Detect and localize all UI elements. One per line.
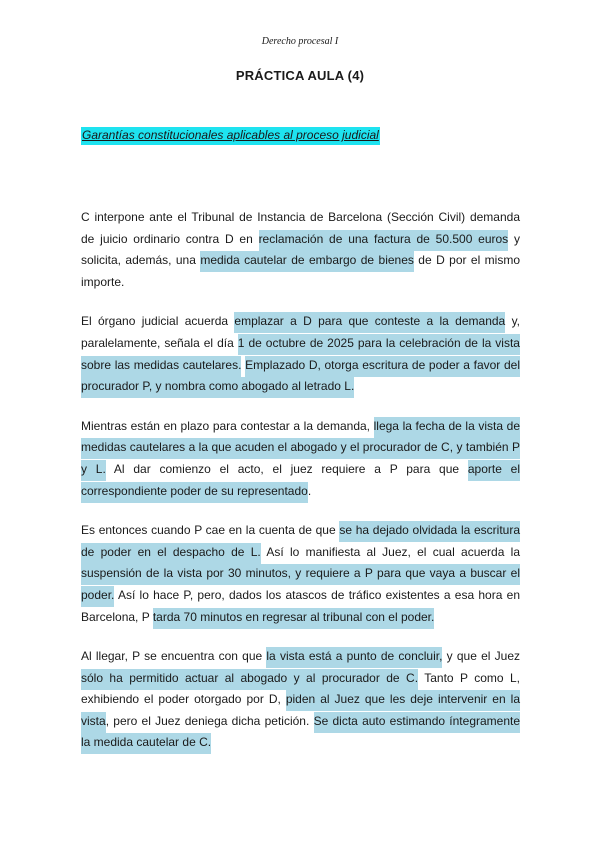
highlighted-text: Se dicta auto estimando íntegramente la medida cautelar de C. (81, 712, 520, 755)
subtitle-container (81, 126, 380, 145)
running-header: Derecho procesal I (261, 36, 339, 47)
paragraph-text: Tanto P como L, exhibiendo el poder otorgado por D, (81, 670, 520, 707)
highlighted-text: piden al Juez que les deje intervenir en la vista (81, 690, 520, 733)
highlighted-text: Emplazado D, otorga escritura de poder a favor del procurador P, y nombra como abogado al letrado L. (81, 356, 520, 399)
paragraph-2 (81, 311, 520, 397)
paragraph-1 (81, 207, 520, 293)
paragraph-text: C interpone ante el Tribunal de Instancia de Barcelona (Sección Civil) demanda de juicio ordinario contra D en (81, 210, 520, 246)
highlighted-text: reclamación de una factura de 50.500 euros (259, 230, 509, 251)
paragraph-text: El órgano judicial acuerda (81, 314, 235, 329)
paragraph-text: de D por el mismo importe. (81, 253, 521, 289)
paragraph-text: y que el Juez (442, 649, 520, 664)
page-title: PRÁCTICA AULA (4) (235, 68, 365, 83)
highlighted-text: llega la fecha de la vista de medidas cautelares a la que acuden el abogado y el procurador de C, y también P y L. (81, 417, 520, 481)
paragraph-3 (81, 416, 520, 502)
paragraph-4 (81, 520, 520, 628)
paragraph-text: Así lo manifiesta al Juez, el cual acuerda la (260, 544, 520, 559)
paragraph-text: Es entonces cuando P cae en la cuenta de que (81, 523, 340, 538)
paragraph-text: . (307, 483, 312, 498)
paragraph-text: Al dar comienzo el acto, el juez requiere a P para que (105, 461, 468, 476)
paragraph-text: Al llegar, P se encuentra con que (81, 649, 267, 664)
highlighted-text: emplazar a D para que conteste a la demanda (234, 312, 505, 333)
paragraph-text: Así lo hace P, pero, dados los atascos de tráfico existentes a esa hora en Barcelona, P (81, 587, 520, 624)
highlighted-text: sólo ha permitido actuar al abogado y al procurador de C. (81, 669, 418, 690)
highlighted-text: se ha dejado olvidada la escritura de poder en el despacho de L. (81, 521, 520, 564)
highlighted-text: medida cautelar de embargo de bienes (200, 251, 414, 272)
subtitle: Garantías constitucionales aplicables al proceso judicial (81, 127, 380, 145)
highlighted-text: tarda 70 minutos en regresar al tribunal con el poder. (153, 608, 435, 629)
highlighted-text: la vista está a punto de concluir, (266, 647, 442, 668)
paragraph-text: y, paralelamente, señala el día (81, 314, 521, 350)
highlighted-text: aporte el correspondiente poder de su representado (81, 460, 520, 503)
highlighted-text: 1 de octubre de 2025 para la celebración de la vista sobre las medidas cautelares. (81, 334, 520, 377)
paragraph-text: , pero el Juez deniega dicha petición. (105, 713, 314, 728)
document-body (81, 207, 520, 772)
paragraph-5 (81, 646, 520, 754)
paragraph-text: Mientras están en plazo para contestar a la demanda, (81, 418, 374, 433)
highlighted-text: suspensión de la vista por 30 minutos, y requiere a P para que vaya a buscar el poder. (81, 564, 520, 607)
paragraph-text: y solicita, además, una (81, 231, 520, 268)
